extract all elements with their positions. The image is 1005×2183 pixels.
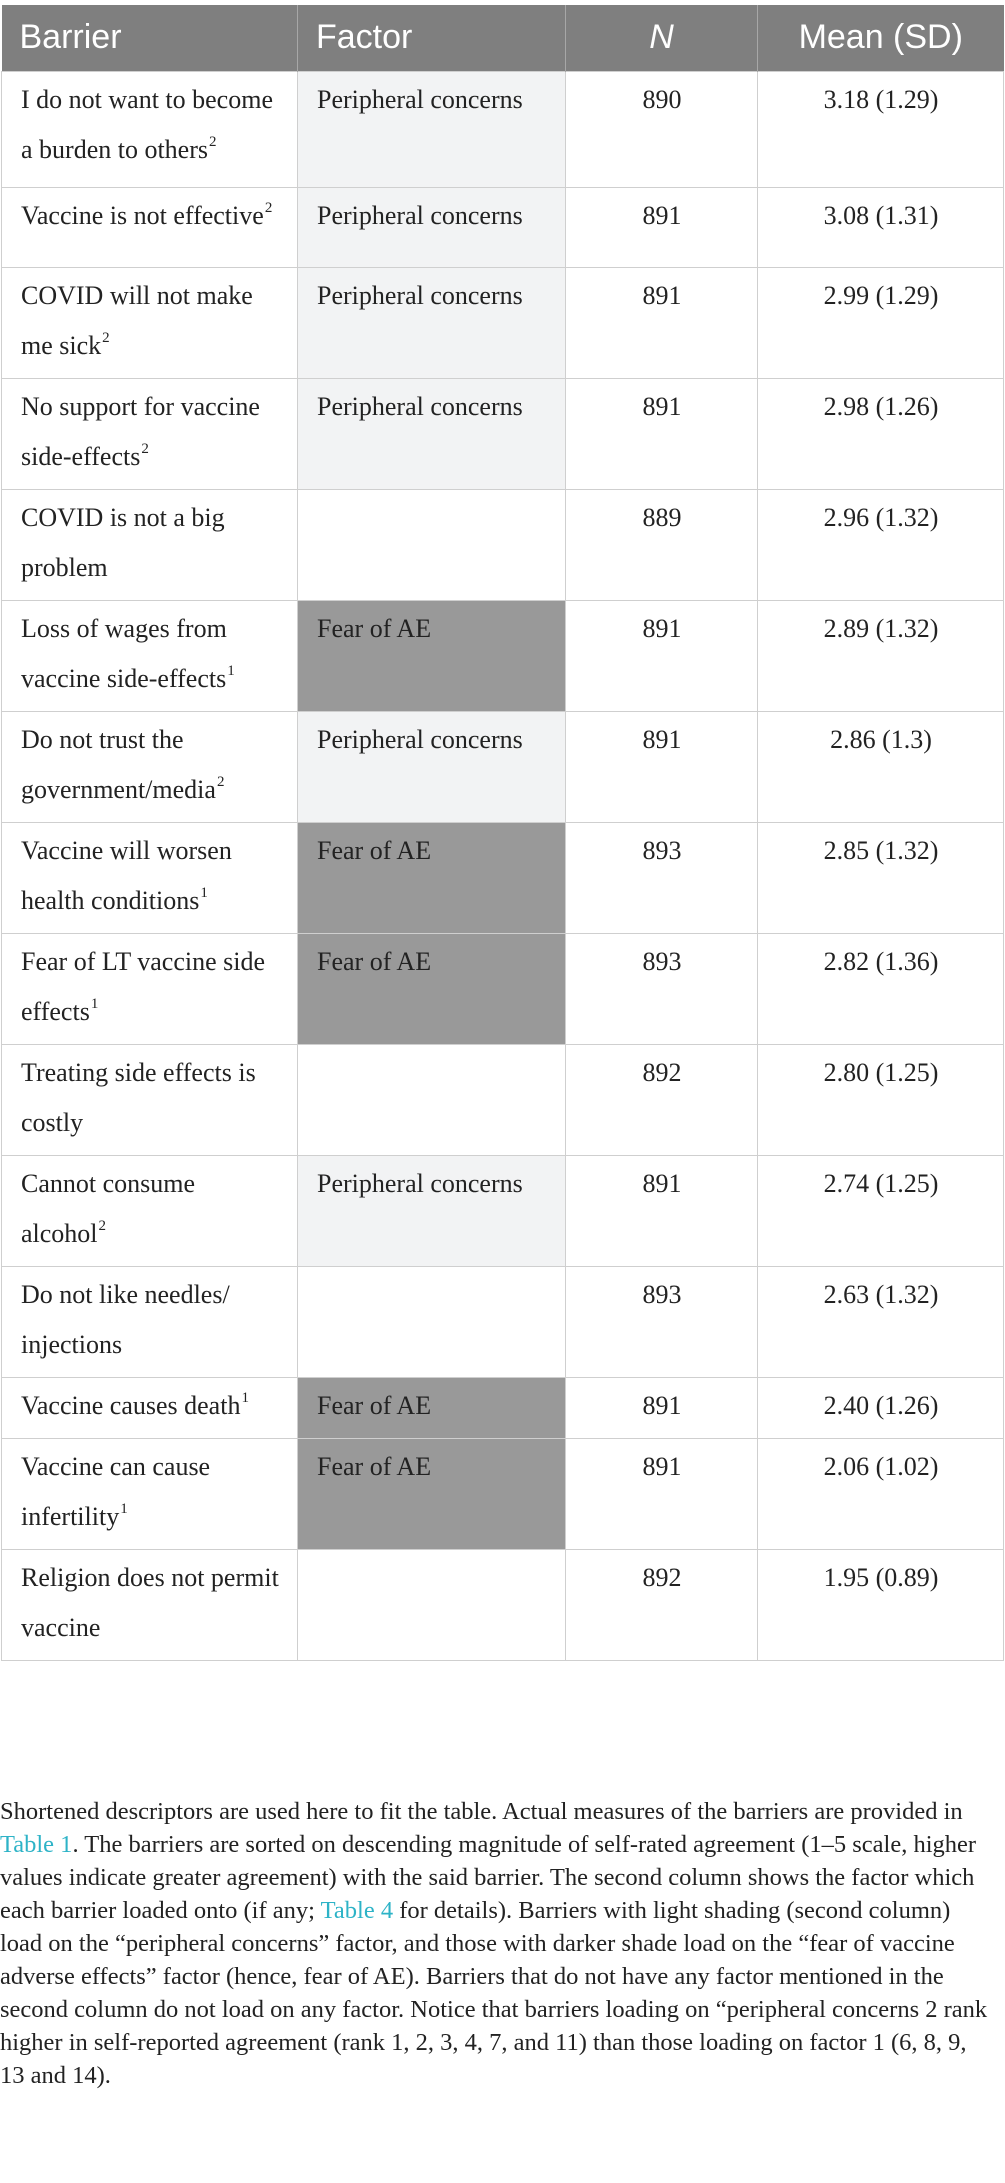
table-row bbox=[2, 1377, 1004, 1438]
n-cell: 890 bbox=[566, 71, 758, 187]
n-cell: 891 bbox=[566, 600, 758, 711]
table-1-link[interactable]: Table 1 bbox=[0, 1831, 73, 1858]
mean-sd-cell: 2.40 (1.26) bbox=[758, 1377, 1004, 1438]
mean-sd-cell: 2.74 (1.25) bbox=[758, 1155, 1004, 1266]
table-header-row bbox=[2, 5, 1004, 71]
table-row bbox=[2, 71, 1004, 187]
barrier-text: Vaccine can cause infertility bbox=[21, 1451, 211, 1531]
barrier-text: Vaccine causes death bbox=[21, 1390, 241, 1420]
footnote-text-1: Shortened descriptors are used here to fit the table. Actual measures of the barriers are provided in bbox=[0, 1798, 963, 1825]
mean-sd-cell: 3.18 (1.29) bbox=[758, 71, 1004, 187]
barriers-table bbox=[1, 5, 1004, 1661]
header-n: N bbox=[566, 5, 758, 71]
table-row bbox=[2, 1438, 1004, 1549]
barrier-text: Do not trust the government/media bbox=[21, 724, 216, 804]
mean-sd-cell: 2.85 (1.32) bbox=[758, 822, 1004, 933]
mean-sd-cell: 2.96 (1.32) bbox=[758, 489, 1004, 600]
footnote-marker: 2 bbox=[264, 199, 273, 216]
barrier-text: COVID will not make me sick bbox=[21, 280, 253, 360]
barrier-text: I do not want to become a burden to others bbox=[21, 84, 273, 164]
barrier-cell bbox=[2, 378, 298, 489]
barrier-text: Loss of wages from vaccine side-effects bbox=[21, 613, 227, 693]
table-row bbox=[2, 187, 1004, 267]
barrier-cell bbox=[2, 1549, 298, 1660]
footnote-text-2: . The barriers are sorted on descending magnitude of self-rated agreement (1–5 scale, higher values indicate greater agreement) with the said barrier. The second column shows the factor which each barrier loaded onto (if any; bbox=[0, 1831, 977, 1924]
barrier-cell bbox=[2, 187, 298, 267]
footnote-marker: 1 bbox=[241, 1389, 249, 1406]
factor-cell: Peripheral concerns bbox=[298, 187, 566, 267]
barrier-cell bbox=[2, 711, 298, 822]
n-cell: 891 bbox=[566, 1438, 758, 1549]
header-barrier: Barrier bbox=[2, 5, 298, 71]
table-row bbox=[2, 711, 1004, 822]
barrier-cell bbox=[2, 822, 298, 933]
table-row bbox=[2, 267, 1004, 378]
mean-sd-cell: 3.08 (1.31) bbox=[758, 187, 1004, 267]
factor-cell bbox=[298, 1549, 566, 1660]
factor-cell: Peripheral concerns bbox=[298, 378, 566, 489]
n-cell: 893 bbox=[566, 822, 758, 933]
footnote-marker: 2 bbox=[102, 329, 110, 346]
barrier-text: No support for vaccine side-effects bbox=[21, 391, 260, 471]
n-cell: 891 bbox=[566, 1377, 758, 1438]
mean-sd-cell: 2.80 (1.25) bbox=[758, 1044, 1004, 1155]
factor-cell: Fear of AE bbox=[298, 1438, 566, 1549]
footnote-marker: 2 bbox=[98, 1217, 107, 1234]
mean-sd-cell: 2.89 (1.32) bbox=[758, 600, 1004, 711]
barrier-cell bbox=[2, 71, 298, 187]
barrier-text: Vaccine will worsen health conditions bbox=[21, 835, 232, 915]
table-row bbox=[2, 378, 1004, 489]
table-row bbox=[2, 1044, 1004, 1155]
barrier-cell bbox=[2, 1044, 298, 1155]
n-cell: 891 bbox=[566, 187, 758, 267]
n-cell: 891 bbox=[566, 378, 758, 489]
barrier-cell bbox=[2, 1438, 298, 1549]
barrier-cell bbox=[2, 1266, 298, 1377]
footnote-text-3: for details). Barriers with light shading (second column) load on the “peripheral concerns” factor, and those with darker shade load on the “fear of vaccine adverse effects” factor (hence, fear of AE). Barriers that do not have any factor mentioned in the second column do not load on any factor. Notice that barriers loading on “peripheral concerns 2 rank higher in self-reported agreement (rank 1, 2, 3, 4, 7, and 11) than those loading on factor 1 (6, 8, 9, 13 and 14). bbox=[0, 1897, 988, 2089]
factor-cell: Fear of AE bbox=[298, 933, 566, 1044]
factor-cell: Peripheral concerns bbox=[298, 267, 566, 378]
table-row bbox=[2, 933, 1004, 1044]
table-row bbox=[2, 489, 1004, 600]
footnote-marker: 2 bbox=[141, 440, 149, 457]
barrier-text: Treating side effects is costly bbox=[21, 1057, 256, 1137]
barrier-text: Cannot consume alcohol bbox=[21, 1168, 196, 1248]
table-footnote bbox=[0, 1795, 995, 2092]
factor-cell bbox=[298, 489, 566, 600]
factor-cell: Fear of AE bbox=[298, 1377, 566, 1438]
barrier-cell bbox=[2, 1377, 298, 1438]
factor-cell: Peripheral concerns bbox=[298, 1155, 566, 1266]
footnote-marker: 1 bbox=[227, 662, 235, 679]
footnote-marker: 1 bbox=[200, 884, 208, 901]
table-row bbox=[2, 1155, 1004, 1266]
barrier-text: Vaccine is not effective bbox=[21, 200, 264, 230]
n-cell: 891 bbox=[566, 1155, 758, 1266]
mean-sd-cell: 2.63 (1.32) bbox=[758, 1266, 1004, 1377]
table-row bbox=[2, 600, 1004, 711]
table-row bbox=[2, 1266, 1004, 1377]
mean-sd-cell: 2.86 (1.3) bbox=[758, 711, 1004, 822]
n-cell: 892 bbox=[566, 1549, 758, 1660]
n-cell: 891 bbox=[566, 267, 758, 378]
n-cell: 892 bbox=[566, 1044, 758, 1155]
barrier-text: Religion does not permit vaccine bbox=[21, 1562, 279, 1642]
footnote-marker: 2 bbox=[209, 133, 217, 150]
table-row bbox=[2, 1549, 1004, 1660]
header-mean-sd: Mean (SD) bbox=[758, 5, 1004, 71]
mean-sd-cell: 2.98 (1.26) bbox=[758, 378, 1004, 489]
factor-cell: Fear of AE bbox=[298, 600, 566, 711]
header-factor: Factor bbox=[298, 5, 566, 71]
footnote-marker: 1 bbox=[120, 1500, 128, 1517]
barrier-cell bbox=[2, 600, 298, 711]
n-cell: 889 bbox=[566, 489, 758, 600]
barrier-cell bbox=[2, 1155, 298, 1266]
factor-cell bbox=[298, 1044, 566, 1155]
n-cell: 891 bbox=[566, 711, 758, 822]
barrier-text: COVID is not a big problem bbox=[21, 502, 225, 582]
n-cell: 893 bbox=[566, 933, 758, 1044]
mean-sd-cell: 1.95 (0.89) bbox=[758, 1549, 1004, 1660]
barrier-cell bbox=[2, 267, 298, 378]
mean-sd-cell: 2.99 (1.29) bbox=[758, 267, 1004, 378]
footnote-marker: 1 bbox=[90, 995, 99, 1012]
mean-sd-cell: 2.82 (1.36) bbox=[758, 933, 1004, 1044]
barrier-cell bbox=[2, 933, 298, 1044]
factor-cell: Fear of AE bbox=[298, 822, 566, 933]
factor-cell: Peripheral concerns bbox=[298, 711, 566, 822]
mean-sd-cell: 2.06 (1.02) bbox=[758, 1438, 1004, 1549]
barrier-text: Do not like needles/ injections bbox=[21, 1279, 230, 1359]
factor-cell bbox=[298, 1266, 566, 1377]
table-4-link[interactable]: Table 4 bbox=[320, 1897, 394, 1924]
table-row bbox=[2, 822, 1004, 933]
barrier-text: Fear of LT vaccine side effects bbox=[21, 946, 266, 1026]
barrier-cell bbox=[2, 489, 298, 600]
factor-cell: Peripheral concerns bbox=[298, 71, 566, 187]
footnote-marker: 2 bbox=[216, 773, 225, 790]
n-cell: 893 bbox=[566, 1266, 758, 1377]
